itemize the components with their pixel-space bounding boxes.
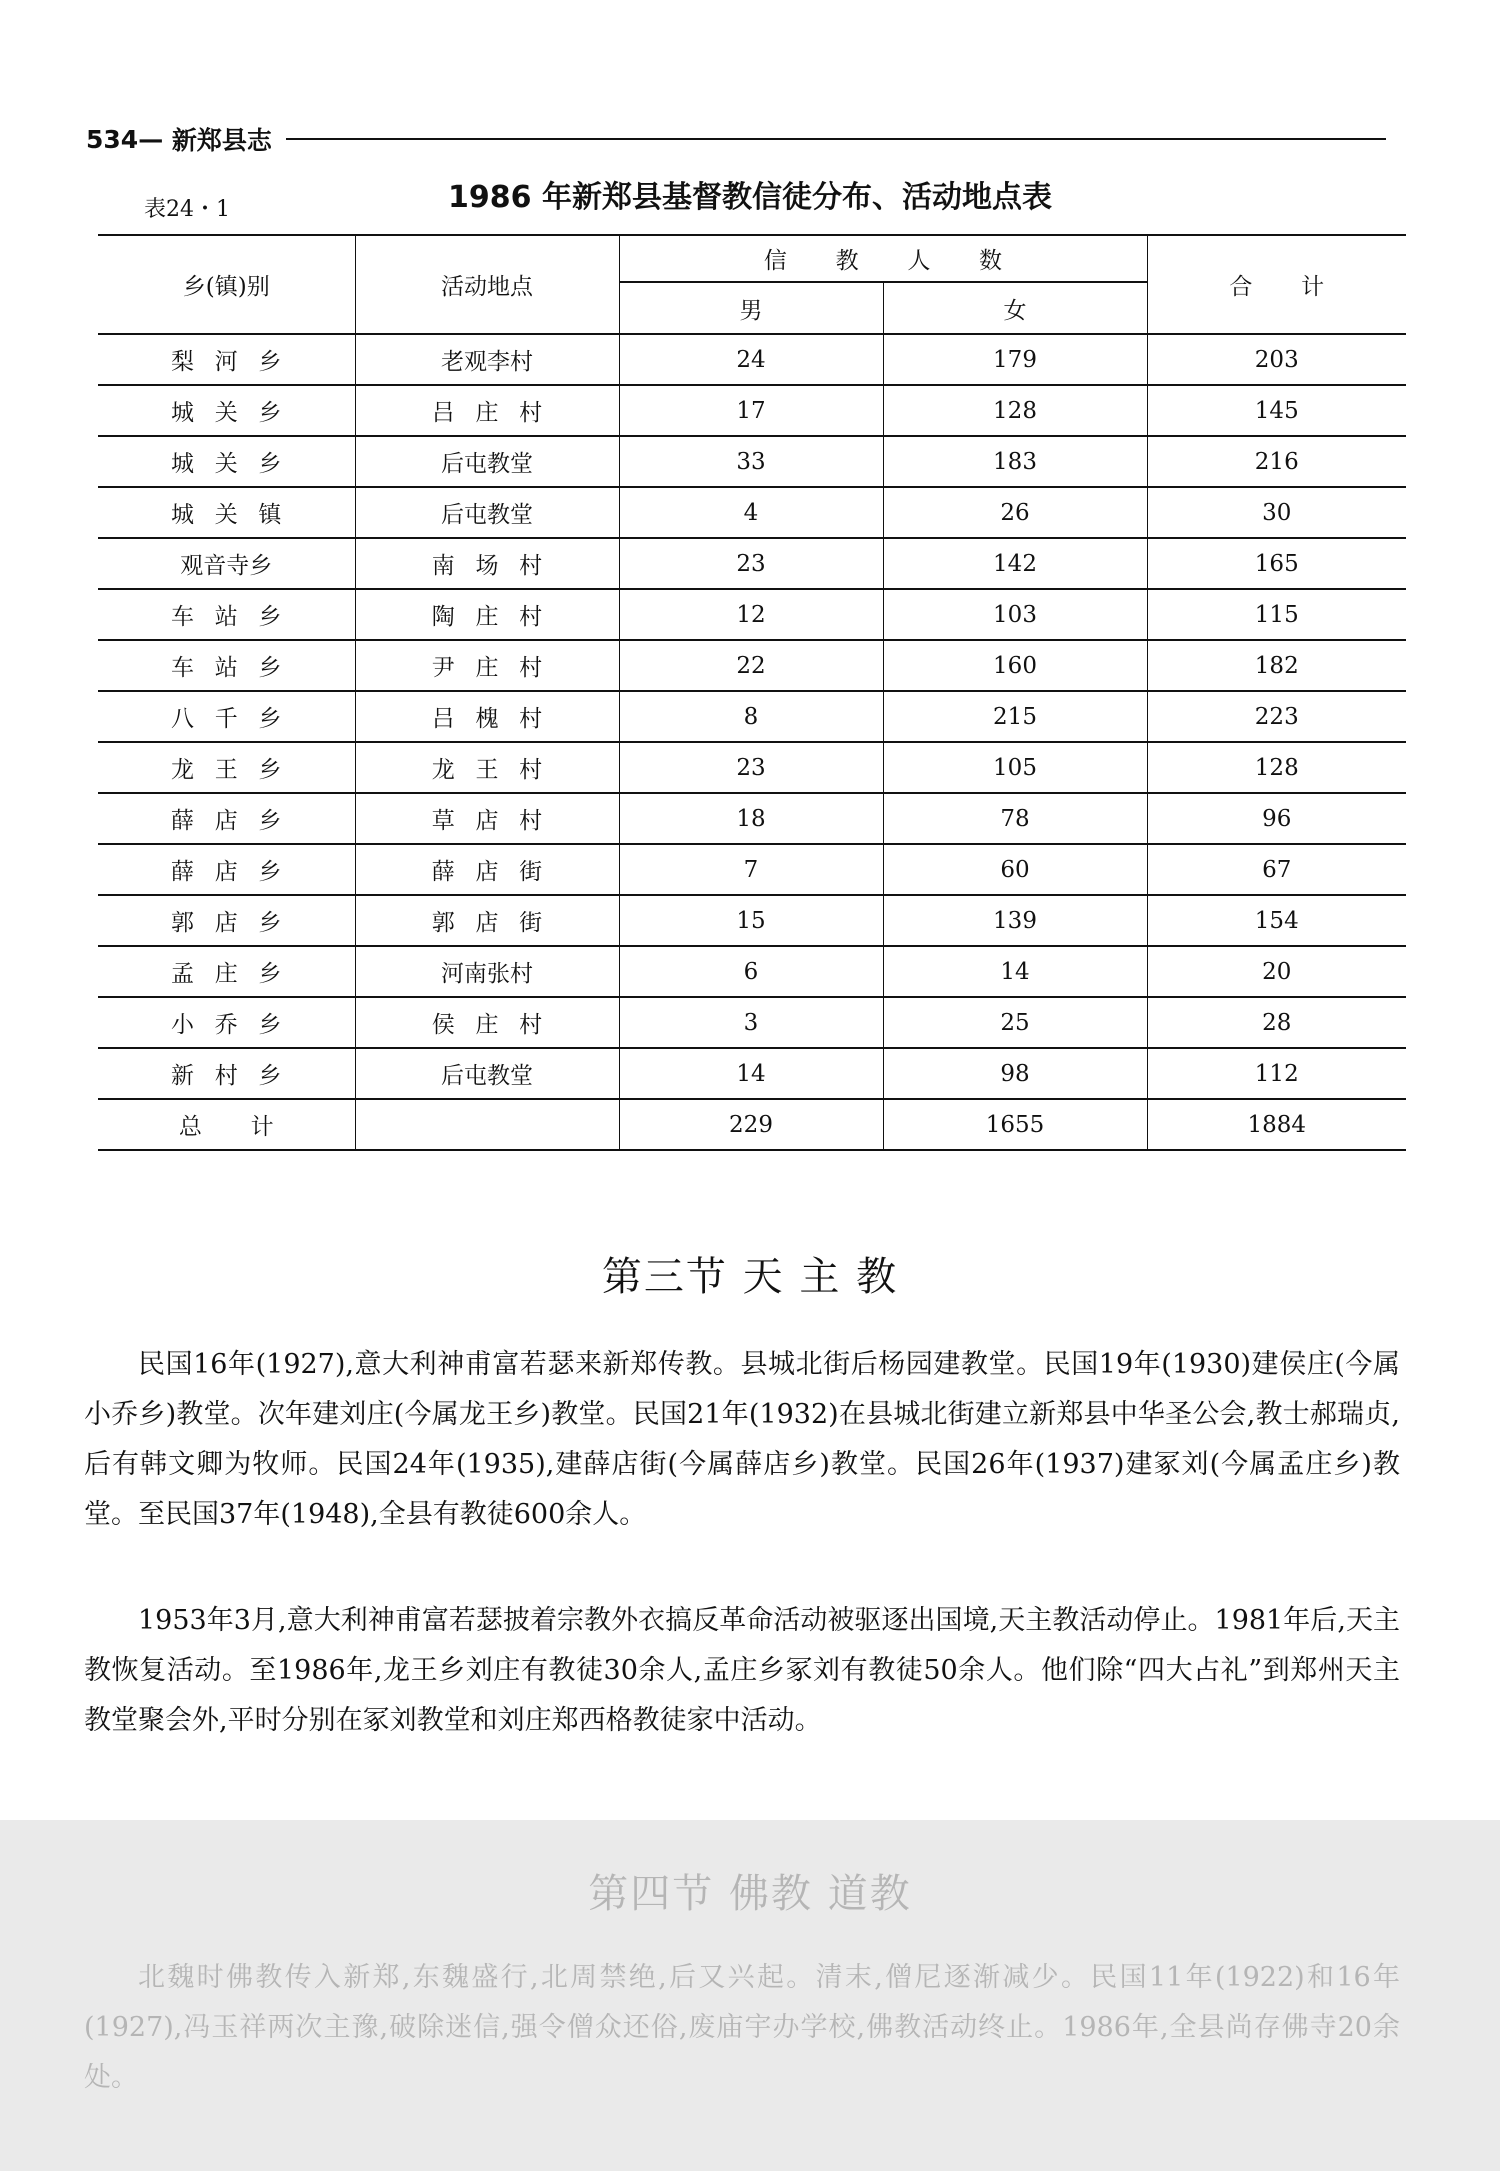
cell-female: 25 [883,997,1147,1048]
cell-total: 203 [1147,334,1406,385]
cell-total: 1884 [1147,1099,1406,1150]
table-row [98,742,1406,793]
cell-location: 老观李村 [355,334,619,385]
cell-location: 尹庄村 [355,640,619,691]
cell-township: 观音寺乡 [98,538,355,589]
table-title: 1986 年新郑县基督教信徒分布、活动地点表 [448,180,1052,215]
cell-male: 23 [619,538,883,589]
table-row [98,1048,1406,1099]
cell-male: 7 [619,844,883,895]
section3-paragraph-2: 1953年3月,意大利神甫富若瑟披着宗教外衣搞反革命活动被驱逐出国境,天主教活动停止。1981年后,天主教恢复活动。至1986年,龙王乡刘庄有教徒30余人,孟庄乡冢刘有教徒50余人。他们除“四大占礼”到郑州天主教堂聚会外,平时分别在冢刘教堂和刘庄郑西格教徒家中活动。 [84,1605,1400,1736]
cell-total: 216 [1147,436,1406,487]
cell-total: 112 [1147,1048,1406,1099]
cell-total: 165 [1147,538,1406,589]
cell-township: 郭店乡 [98,895,355,946]
cell-male: 33 [619,436,883,487]
cell-male: 8 [619,691,883,742]
col-location-header: 活动地点 [355,235,619,334]
cell-location: 吕槐村 [355,691,619,742]
cell-male: 15 [619,895,883,946]
cell-male: 12 [619,589,883,640]
cell-male: 229 [619,1099,883,1150]
cell-township: 城关镇 [98,487,355,538]
cell-male: 24 [619,334,883,385]
page-number: 534 [86,124,139,154]
table-total-row [98,1099,1406,1150]
cell-location: 河南张村 [355,946,619,997]
cell-township: 城关乡 [98,385,355,436]
cell-male: 23 [619,742,883,793]
header-rule [286,138,1386,140]
cell-total: 128 [1147,742,1406,793]
cell-location: 后屯教堂 [355,1048,619,1099]
cell-female: 142 [883,538,1147,589]
cell-female: 1655 [883,1099,1147,1150]
cell-female: 26 [883,487,1147,538]
believers-table [98,234,1406,1151]
cell-female: 60 [883,844,1147,895]
cell-total: 30 [1147,487,1406,538]
col-believers-header: 信 教 人 数 [619,235,1147,282]
section4-paragraph-1: 北魏时佛教传入新郑,东魏盛行,北周禁绝,后又兴起。清末,僧尼逐渐减少。民国11年(1922)和16年(1927),冯玉祥两次主豫,破除迷信,强令僧众还俗,废庙宇办学校,佛教活动终止。1986年,全县尚存佛寺20余处。 [84,1962,1400,2093]
cell-male: 3 [619,997,883,1048]
table-row [98,691,1406,742]
cell-location: 吕庄村 [355,385,619,436]
cell-female: 183 [883,436,1147,487]
cell-township: 梨河乡 [98,334,355,385]
cell-township: 薛店乡 [98,793,355,844]
cell-male: 17 [619,385,883,436]
table-row [98,589,1406,640]
table-row [98,997,1406,1048]
table-row [98,487,1406,538]
table-row [98,436,1406,487]
cell-male: 14 [619,1048,883,1099]
section3-title: 第三节 天 主 教 [601,1254,899,1300]
cell-location [355,1099,619,1150]
table-number: 表24・1 [144,197,230,222]
cell-female: 160 [883,640,1147,691]
col-township-header: 乡(镇)别 [98,235,355,334]
cell-location: 郭店街 [355,895,619,946]
cell-location: 薛店街 [355,844,619,895]
cell-female: 103 [883,589,1147,640]
section4-title: 第四节 佛教 道教 [588,1871,912,1917]
cell-female: 98 [883,1048,1147,1099]
cell-female: 215 [883,691,1147,742]
table-row [98,895,1406,946]
cell-female: 128 [883,385,1147,436]
cell-location: 后屯教堂 [355,487,619,538]
cell-township: 薛店乡 [98,844,355,895]
table-row [98,946,1406,997]
section3-paragraph-1: 民国16年(1927),意大利神甫富若瑟来新郑传教。县城北街后杨园建教堂。民国19年(1930)建侯庄(今属小乔乡)教堂。次年建刘庄(今属龙王乡)教堂。民国21年(1932)在县城北街建立新郑县中华圣公会,教士郝瑞贞,后有韩文卿为牧师。民国24年(1935),建薛店街(今属薛店乡)教堂。民国26年(1937)建冢刘(今属孟庄乡)教堂。至民国37年(1948),全县有教徒600余人。 [84,1349,1400,1530]
col-female-header: 女 [883,282,1147,334]
header-dash: — [138,124,172,154]
cell-township: 孟庄乡 [98,946,355,997]
cell-total: 115 [1147,589,1406,640]
cell-township: 新村乡 [98,1048,355,1099]
cell-female: 179 [883,334,1147,385]
cell-total: 145 [1147,385,1406,436]
cell-male: 4 [619,487,883,538]
cell-female: 14 [883,946,1147,997]
cell-total: 28 [1147,997,1406,1048]
cell-total: 96 [1147,793,1406,844]
page-header [86,124,1386,154]
cell-female: 78 [883,793,1147,844]
cell-township: 车站乡 [98,589,355,640]
cell-total: 154 [1147,895,1406,946]
cell-female: 139 [883,895,1147,946]
table-row [98,640,1406,691]
cell-location: 后屯教堂 [355,436,619,487]
cell-total: 182 [1147,640,1406,691]
cell-total: 223 [1147,691,1406,742]
cell-township: 八千乡 [98,691,355,742]
cell-township: 小乔乡 [98,997,355,1048]
cell-location: 侯庄村 [355,997,619,1048]
table-row [98,538,1406,589]
cell-female: 105 [883,742,1147,793]
cell-male: 22 [619,640,883,691]
cell-location: 草店村 [355,793,619,844]
table-row [98,844,1406,895]
cell-township: 车站乡 [98,640,355,691]
cell-location: 龙王村 [355,742,619,793]
table-row [98,334,1406,385]
cell-township: 城关乡 [98,436,355,487]
cell-male: 6 [619,946,883,997]
col-total-header: 合 计 [1147,235,1406,334]
cell-total: 67 [1147,844,1406,895]
table-row [98,793,1406,844]
cell-township: 龙王乡 [98,742,355,793]
book-title: 新郑县志 [171,126,272,155]
cell-total: 20 [1147,946,1406,997]
cell-township: 总 计 [98,1099,355,1150]
table-body [98,334,1406,1150]
col-male-header: 男 [619,282,883,334]
cell-location: 南场村 [355,538,619,589]
cell-location: 陶庄村 [355,589,619,640]
cell-male: 18 [619,793,883,844]
table-row [98,385,1406,436]
